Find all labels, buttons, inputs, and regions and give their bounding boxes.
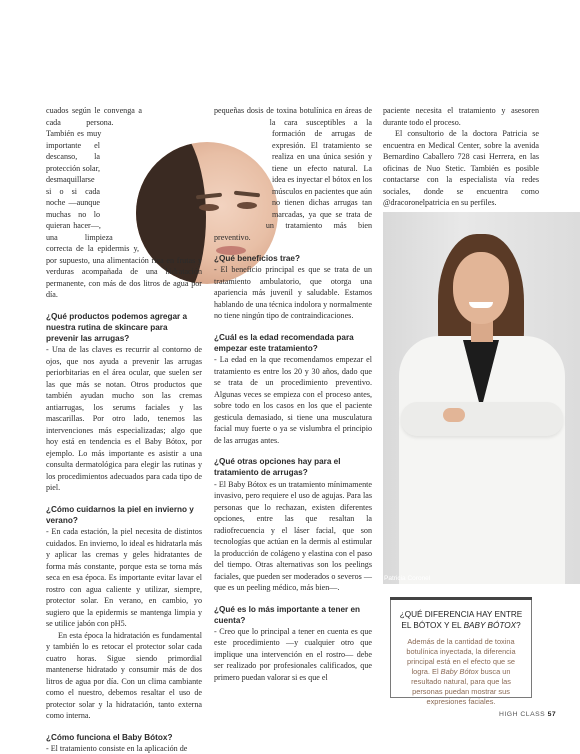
question-benefits: ¿Qué beneficios trae? [214,254,300,263]
column-2 [214,105,372,683]
paragraph-hydration: En esta época la hidratación es fundamental y también lo es retocar el protector solar cada cuatro horas. Sigue siendo primordial mantenerse hidratado y consumir más de dos litros de agua por día. Con un clima cambiante como el nuestro, debemos resaltar el uso de protector solar y la hidratación, tanto externa como interna. [46,630,202,721]
question-options: ¿Qué otras opciones hay para el tratamiento de arrugas? [214,457,341,478]
answer-seasons: - En cada estación, la piel necesita de distintos cuidados. En invierno, lo ideal es hidratarla más y aplicar las cremas y geles hidratantes de forma más constante, porque esta se torna más seca en esa época. Es importante evitar lavar el rostro con agua caliente y utilizar, siempre, protector solar. En verano, en cambio, yo sugiero que la epidermis se mantenga limpia y se utilice jabón con pH5. [46,527,202,629]
answer-important: - Creo que lo principal a tener en cuenta es que este procedimiento —y cualquier otro que implique una intervención en el rostro— debe ser realizado por profesionales calificados, que primero puedan valorar si es que el [214,626,372,682]
portrait-photo [383,212,580,584]
question-baby-botox: ¿Cómo funciona el Baby Bótox? [46,732,173,742]
question-seasons: ¿Cómo cuidarnos la piel en invierno y verano? [46,504,194,525]
box-title: ¿QUÉ DIFERENCIA HAY ENTRE EL BÓTOX Y EL BABY BÓTOX? [399,610,523,630]
box-text: Además de la cantidad de toxina botulínica inyectada, la diferencia principal está en el efecto que se logra. El Baby Bótox busca un resultado natural, para que las personas puedan mostrar sus expresiones faciales. [406,637,516,706]
page-number: 57 [547,711,557,718]
column-3 [383,105,539,209]
question-age: ¿Cuál es la edad recomendada para empezar este tratamiento? [214,332,354,353]
answer-age: - La edad en la que recomendamos empezar el tratamiento es entre los 20 y 30 años, dado que se trata de un procedimiento preventivo. Algunas veces se empieza con el proceso antes, sobre todo en los casos en los que el paciente gesticula demasiado, si tiene una musculatura facial muy fuerte o ya se vislumbra el principio de las arrugas antes. [214,355,372,445]
column3-continuation: paciente necesita el tratamiento y asesoren durante todo el proceso. [383,106,539,127]
photo-credit: Patricia Coronel [384,575,431,582]
question-skincare: ¿Qué productos podemos agregar a nuestra rutina de skincare para prevenir las arrugas? [46,311,188,343]
magazine-name: HIGH CLASS [499,711,546,718]
answer-baby-botox: - El tratamiento consiste en la aplicación de [46,743,188,753]
paragraph-clinic-info: El consultorio de la doctora Patricia se encuentra en Medical Center, sobre la avenida Bernardino Caballero 728 casi Herrera, en las oficinas de Nuo Stetic. También es posible contactarse con la especialista vía redes sociales, donde se encuentra como @dracoronelpatricia en su perfiles. [383,129,539,207]
answer-options: - El Baby Bótox es un tratamiento mínimamente invasivo, pero requiere el uso de agujas. Para las personas que lo rechazan, existen diferentes opciones, entre las que resaltan la radiofrecuencia y el láser facial, que son tecnologías que actúan en la dermis al estimular la producción de colágeno y elastina con el paso del tiempo. Otras alternativas son los peelings faciales, que pueden ser moderados o severos —que es un peeling médico, más bien—. [214,479,372,593]
column2-intro: pequeñas dosis de toxina botulínica en áreas de la cara susceptibles a la formación de arrugas de expresión. El tratamiento se realiza en una única sesión y tiene un efecto natural. La idea es inyectar el bótox en los músculos en pacientes que aún no tienen dichas arrugas tan marcadas, ya que se trata de un tratamiento más bien preventivo. [214,106,372,242]
sidebar-box [390,597,532,706]
question-important: ¿Qué es lo más importante a tener en cuenta? [214,604,361,625]
box-top-rule [390,597,532,600]
answer-benefits: - El beneficio principal es que se trata de un tratamiento ambulatorio, que otorga una apariencia más juvenil y saludable. Estamos hablando de una técnica indolora y normalmente no tiene ningún tipo de contraindicaciones. [214,265,372,321]
column1-intro: cuados según le convenga a cada persona. También es muy importante el descanso, la protección solar, desmaquillarse si o si cada noche —aunque muchas no lo quieran hacer—, una limpieza correcta de la epidermis y, por supuesto, una alimentación rica en frutas y verduras acompañada de una hidratación permanente, con más de dos litros de agua por día. [46,106,202,299]
page-folio [499,711,556,718]
answer-skincare: - Una de las claves es recurrir al contorno de ojos, que nos ayuda a prevenir las arrugas periorbitarias en el área ocular, que suelen ser las que más se notan. Otros productos que también ayudan mucho son las cremas antiarrugas, los serums faciales y las mascarillas. Por otro lado, tenemos las intervenciones más especializadas; algo que hoy está en tendencia es el Baby Bótox, por ejemplo. Lo más importante es asistir a una consulta dermatológica para elegir las rutinas y los procedimientos adecuados para cada tipo de piel. [46,345,202,493]
